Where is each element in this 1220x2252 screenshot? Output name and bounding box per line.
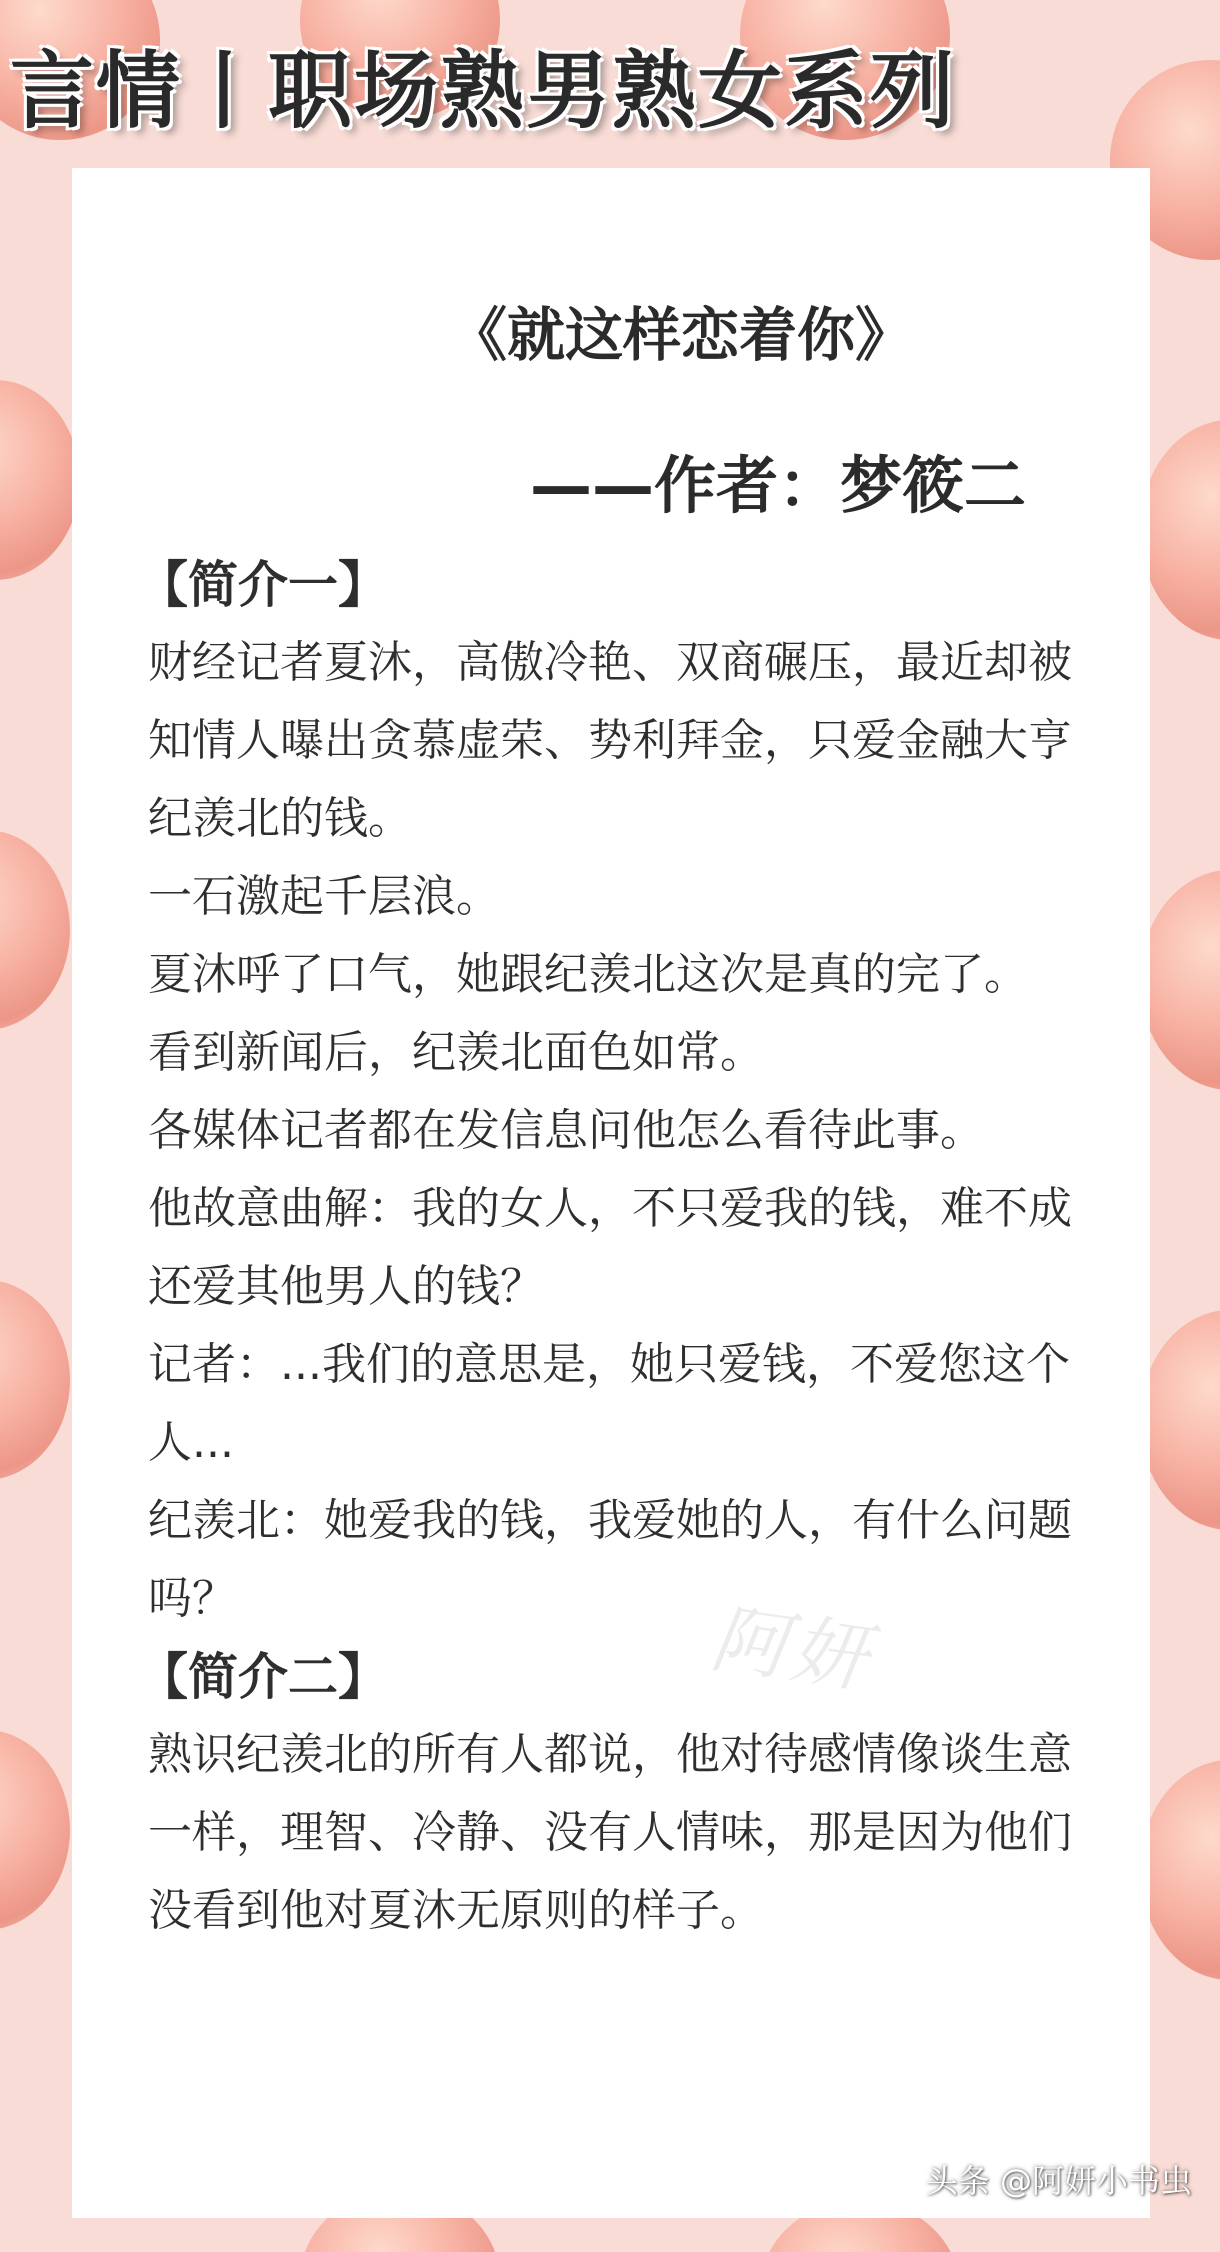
section-heading-intro-2: 【简介二】 xyxy=(138,1648,388,1706)
watermark-text: 阿妍 xyxy=(705,1593,877,1704)
peach-decoration xyxy=(0,380,80,580)
paragraph: 财经记者夏沐，高傲冷艳、双商碾压，最近却被知情人曝出贪慕虚荣、势利拜金，只爱金融大亨纪羡北的钱。 xyxy=(148,637,1072,844)
paragraph: 他故意曲解：我的女人，不只爱我的钱，难不成还爱其他男人的钱？ xyxy=(148,1183,1072,1312)
peach-decoration xyxy=(1140,420,1220,640)
series-banner-title: 言情丨职场熟男熟女系列 xyxy=(10,41,957,140)
paragraph: 纪羡北：她爱我的钱，我爱她的人，有什么问题吗？ xyxy=(148,1495,1072,1624)
synopsis-body xyxy=(138,546,1088,1950)
section-heading-intro-1: 【简介一】 xyxy=(138,556,388,614)
paragraph: 各媒体记者都在发信息问他怎么看待此事。 xyxy=(148,1105,984,1156)
peach-decoration xyxy=(0,1280,70,1480)
peach-decoration xyxy=(0,1730,70,1930)
paragraph: 夏沐呼了口气，她跟纪羡北这次是真的完了。 xyxy=(148,949,1028,1000)
paragraph: 记者：...我们的意思是，她只爱钱，不爱您这个人... xyxy=(148,1339,1070,1468)
source-attribution: 头条 @阿妍小书虫 xyxy=(925,2162,1192,2200)
author-line: ——作者：梦筱二 xyxy=(529,449,1026,522)
peach-decoration xyxy=(1140,870,1220,1090)
peach-decoration xyxy=(1140,1310,1220,1530)
book-title: 《就这样恋着你》 xyxy=(448,301,913,369)
peach-decoration xyxy=(1140,1760,1220,1980)
paragraph: 看到新闻后，纪羡北面色如常。 xyxy=(148,1027,764,1078)
paragraph: 熟识纪羡北的所有人都说，他对待感情像谈生意一样，理智、冷静、没有人情味，那是因为他们没看到他对夏沐无原则的样子。 xyxy=(148,1729,1072,1936)
paragraph: 一石激起千层浪。 xyxy=(148,871,500,922)
synopsis-card xyxy=(72,168,1150,2218)
peach-decoration xyxy=(0,830,70,1030)
